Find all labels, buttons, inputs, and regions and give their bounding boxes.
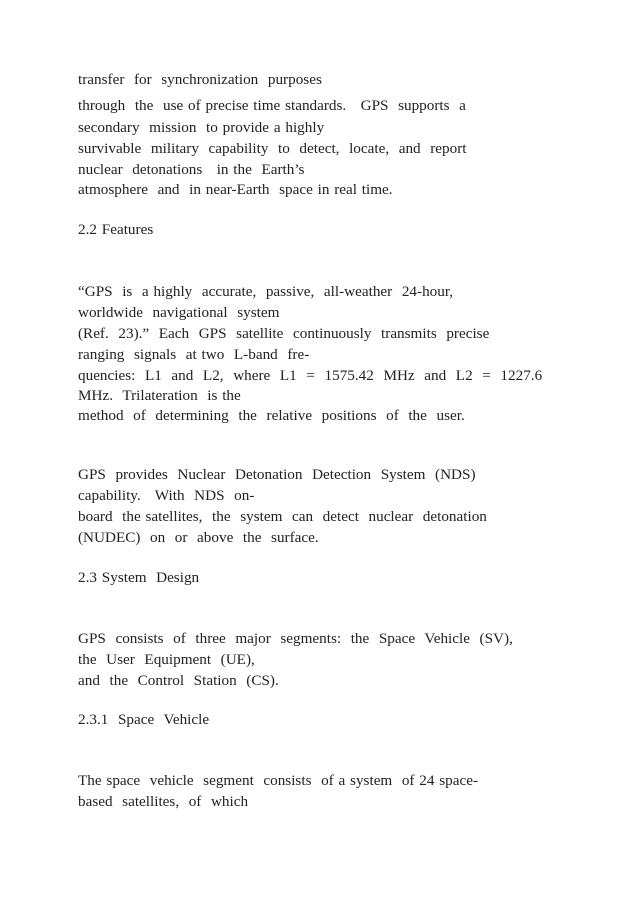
text-line: (NUDEC) on or above the surface. [78,529,319,546]
section-heading-features: 2.2 Features [78,221,154,238]
section-heading-space-vehicle: 2.3.1 Space Vehicle [78,711,210,728]
text-line: quencies: L1 and L2, where L1 = 1575.42 MHz and L2 = 1227.6 [78,367,543,384]
text-line: survivable military capability to detect, locate, and report [78,140,467,157]
text-line: “GPS is a highly accurate, passive, all-weather 24-hour, [78,283,454,300]
text-line: based satellites, of which [78,793,249,810]
text-line: nuclear detonations in the Earth’s [78,161,305,178]
text-line: GPS provides Nuclear Detonation Detection System (NDS) [78,466,476,483]
text-line: MHz. Trilateration is the [78,387,241,404]
text-line: ranging signals at two L-band fre- [78,346,310,363]
text-line: worldwide navigational system [78,304,280,321]
text-line: the User Equipment (UE), [78,651,255,668]
text-line: GPS consists of three major segments: the Space Vehicle (SV), [78,630,513,647]
section-heading-system-design: 2.3 System Design [78,569,200,586]
text-line: secondary mission to provide a highly [78,119,325,136]
text-line: atmosphere and in near-Earth space in real time. [78,181,393,198]
text-line: board the satellites, the system can detect nuclear detonation [78,508,487,525]
text-line: and the Control Station (CS). [78,672,279,689]
text-line: (Ref. 23).” Each GPS satellite continuously transmits precise [78,325,490,342]
text-line: through the use of precise time standards. GPS supports a [78,97,466,114]
text-line: The space vehicle segment consists of a system of 24 space- [78,772,479,789]
text-line: capability. With NDS on- [78,487,255,504]
text-line: method of determining the relative positions of the user. [78,407,465,424]
text-line: transfer for synchronization purposes [78,71,322,88]
